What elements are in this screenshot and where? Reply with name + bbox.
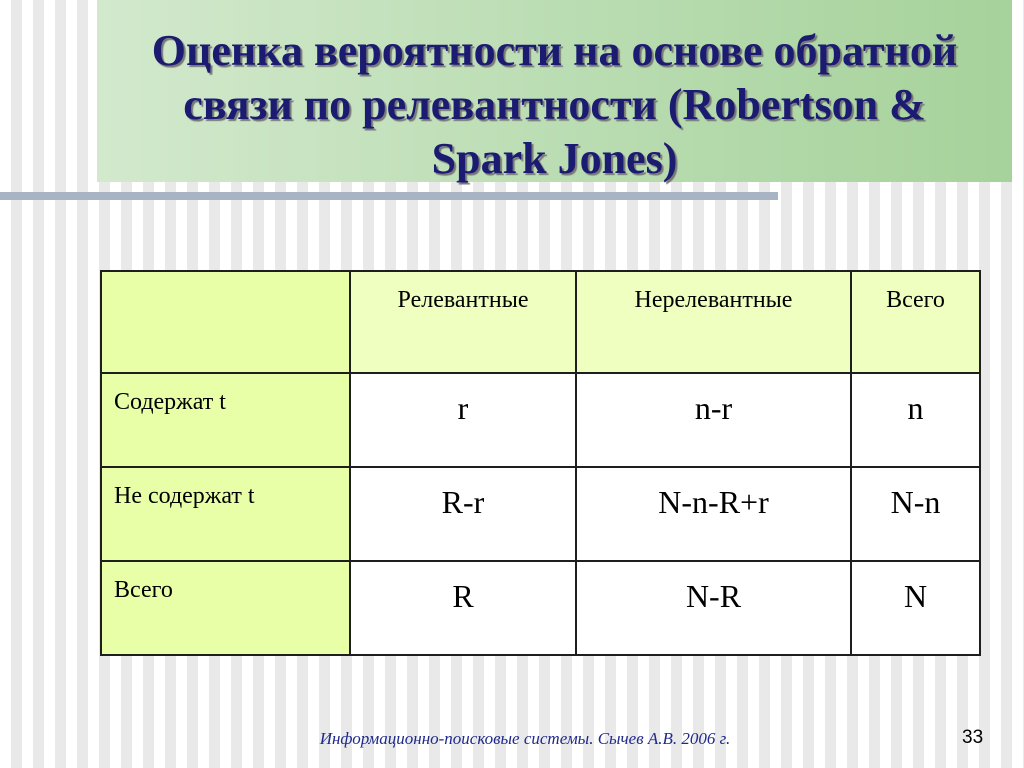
table-cell: n — [851, 373, 980, 467]
column-header-relevant: Релевантные — [350, 271, 576, 373]
slide-footer: Информационно-поисковые системы. Сычев А.В. 2006 г. — [319, 729, 731, 748]
contingency-table — [100, 270, 981, 656]
page-number: 33 — [962, 727, 984, 748]
table-header-row — [101, 271, 980, 373]
table-cell: N-n-R+r — [576, 467, 851, 561]
column-header-nonrelevant: Нерелевантные — [576, 271, 851, 373]
table-row — [101, 467, 980, 561]
table-cell: N-n — [851, 467, 980, 561]
table-row — [101, 561, 980, 655]
table-cell: R-r — [350, 467, 576, 561]
table-cell: R — [350, 561, 576, 655]
slide-title-line-1: Оценка вероятности на основе обратной — [151, 26, 958, 75]
table-corner-cell — [101, 271, 350, 373]
slide-title-line-3: Spark Jones) — [431, 134, 678, 183]
row-label-not-contains-t: Не содержат t — [101, 467, 350, 561]
column-header-total: Всего — [851, 271, 980, 373]
title-divider — [0, 192, 778, 200]
table-cell: N — [851, 561, 980, 655]
slide-title-line-2: связи по релевантности (Robertson & — [183, 80, 926, 129]
row-label-total: Всего — [101, 561, 350, 655]
table-cell: r — [350, 373, 576, 467]
table-cell: N-R — [576, 561, 851, 655]
row-label-contains-t: Содержат t — [101, 373, 350, 467]
table-row — [101, 373, 980, 467]
table-cell: n-r — [576, 373, 851, 467]
slide-title-box — [97, 0, 1012, 182]
